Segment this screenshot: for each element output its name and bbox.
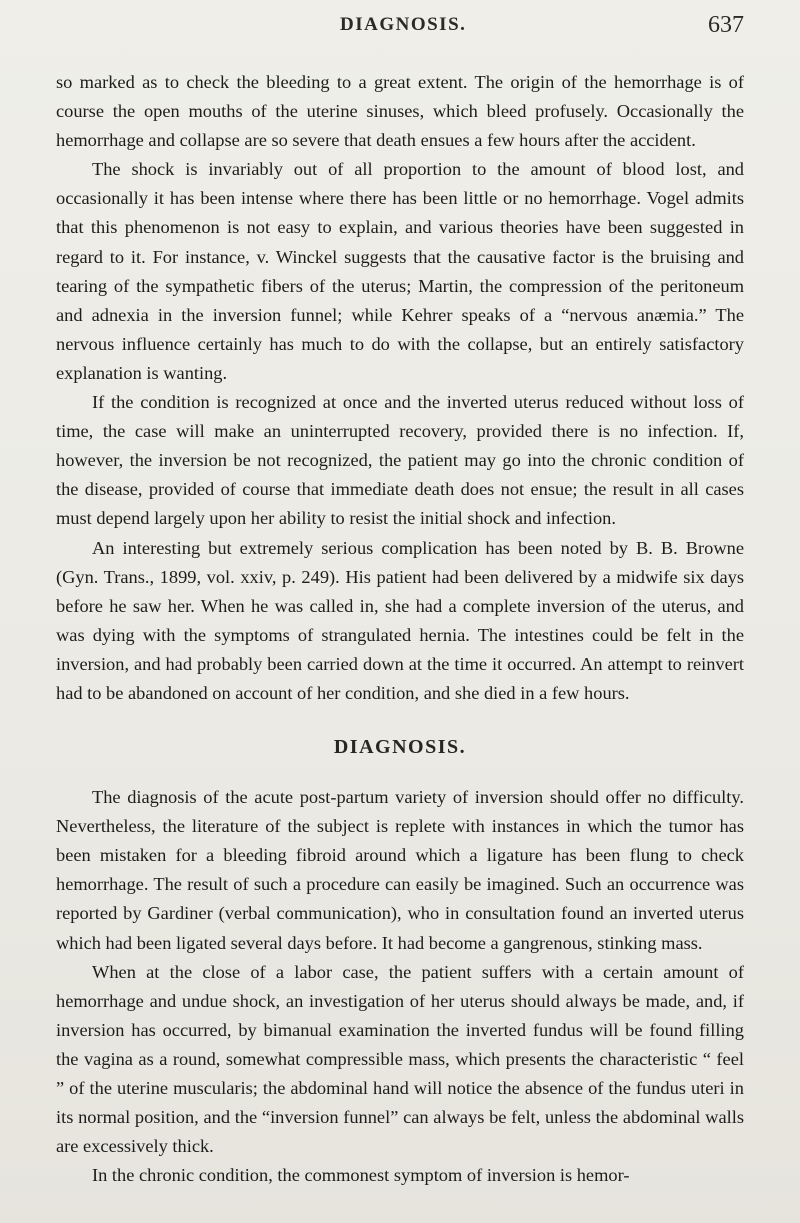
paragraph-complication: An interesting but extremely serious complication has been noted by B. B. Browne (Gyn. Trans., 1899, vol. xxiv, p. 249). His patient had been delivered by a midwife six days before he saw her. When he was called in, she had a complete inversion of the uterus, and was dying with the symptoms of strangulated hernia. The intestines could be felt in the inversion, and had probably been carried down at the time it occurred. An attempt to reinvert had to be abandoned on account of her condition, and she died in a few hours. [56, 537, 744, 703]
paragraph-diagnosis: The diagnosis of the acute post-partum variety of inversion should offer no difficulty. Nevertheless, the literature of the subject is replete with instances in which the tumor has been mistaken for a bleeding fibroid around which a ligature has been flung to check hemorrhage. The result of such a procedure can easily be imagined. Such an occurrence was reported by Gardiner (verbal communication), who in consultation found an inverted uterus which had been ligated several days before. It had become a gangrenous, stinking mass. [56, 787, 744, 953]
paragraph-continuation: so marked as to check the bleeding to a great extent. The origin of the hemorrhage is of course the open mouths of the uterine sinuses, which bleed profusely. Occasionally the hemorrhage and collapse are so severe that death ensues a few hours after the accident. [56, 72, 744, 151]
running-title: DIAGNOSIS. [340, 14, 467, 35]
paragraph-chronic: In the chronic condition, the commonest symptom of inversion is hemor- [92, 1165, 630, 1186]
paragraph-recovery: If the condition is recognized at once and the inverted uterus reduced without loss of time, the case will make an uninterrupted recovery, provided there is no infection. If, however, the inversion be not recognized, the patient may go into the chronic condition of the disease, provided of course that immediate death does not ensue; the result in all cases must depend largely upon her ability to resist the initial shock and infection. [56, 392, 744, 529]
paragraph-shock: The shock is invariably out of all proportion to the amount of blood lost, and occasionally it has been intense where there has been little or no hemorrhage. Vogel admits that this phenomenon is not easy to explain, and various theories have been suggested in regard to it. For instance, v. Winckel suggests that the causative factor is the bruising and tearing of the sympathetic fibers of the uterus; Martin, the compression of the peritoneum and adnexia in the inversion funnel; while Kehrer speaks of a “nervous anæmia.” The nervous influence certainly has much to do with the collapse, but an entirely satisfactory explanation is wanting. [56, 159, 744, 383]
section-heading-diagnosis: DIAGNOSIS. [333, 736, 467, 759]
body-text [56, 68, 744, 1190]
running-head [56, 14, 744, 50]
page-number: 637 [708, 12, 744, 38]
paragraph-examination: When at the close of a labor case, the patient suffers with a certain amount of hemorrhage and undue shock, an investigation of her uterus should always be made, and, if inversion has occurred, by bimanual examination the inverted fundus will be found filling the vagina as a round, somewhat compressible mass, which presents the characteristic “ feel ” of the uterine muscularis; the abdominal hand will notice the absence of the fundus uteri in its normal position, and the “inversion funnel” can always be felt, unless the abdominal walls are excessively thick. [56, 961, 744, 1157]
